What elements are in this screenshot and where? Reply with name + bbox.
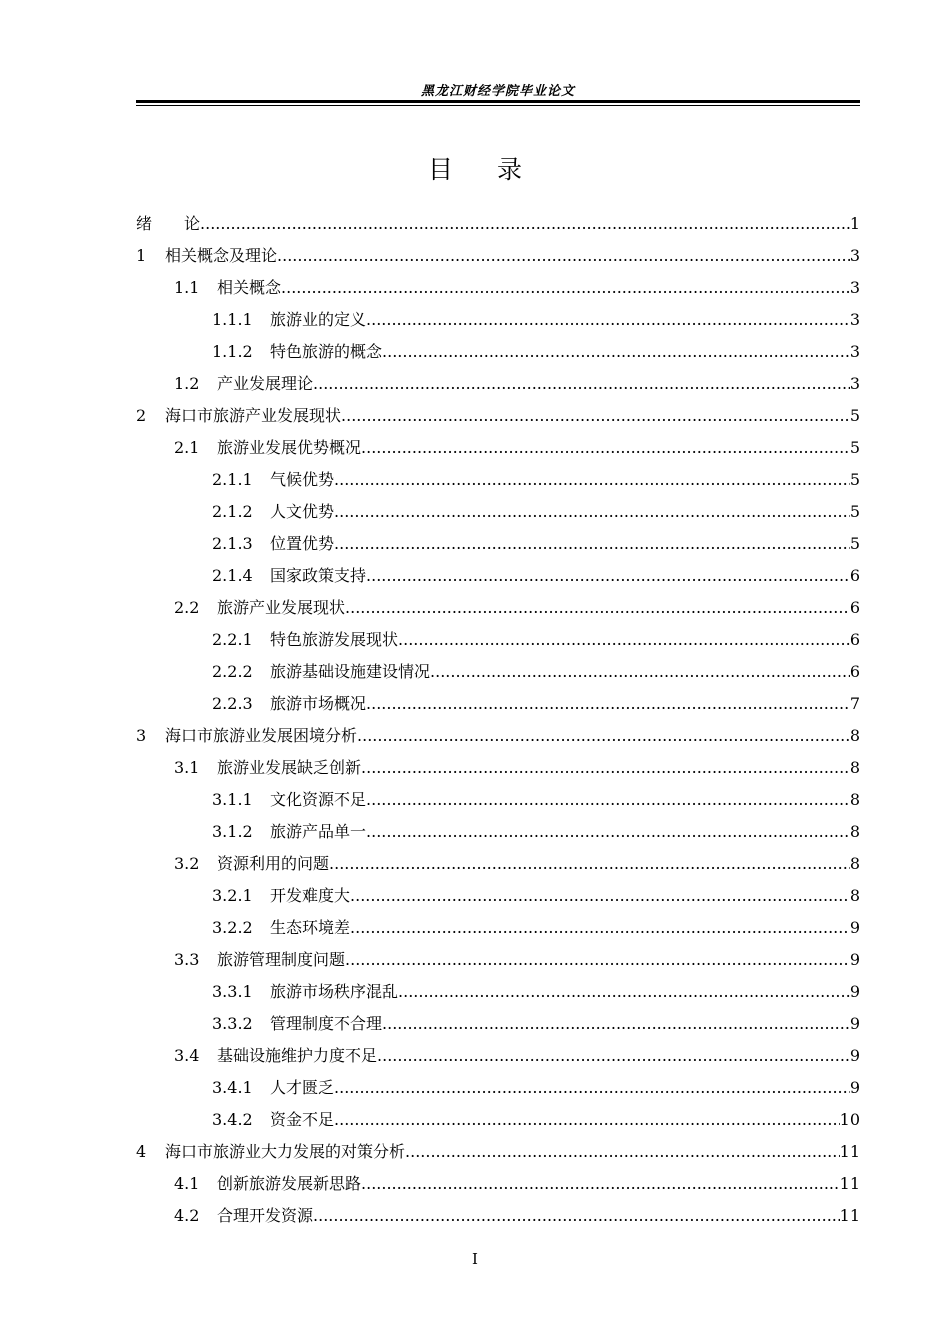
toc-entry-number: 2.2.3 xyxy=(212,694,253,713)
dot-leader xyxy=(334,528,850,560)
toc-entry-page: 8 xyxy=(849,758,860,777)
dot-leader xyxy=(334,496,850,528)
dot-leader xyxy=(405,1136,840,1168)
toc-entry[interactable] xyxy=(136,1200,860,1232)
dot-leader xyxy=(334,1104,840,1136)
toc-entry-page: 9 xyxy=(849,1078,860,1097)
toc-entry-page: 9 xyxy=(849,918,860,937)
toc-entry-label: 旅游业发展优势概况 xyxy=(217,438,362,457)
toc-entry-number: 3.1.1 xyxy=(212,790,253,809)
toc-entry-number: 2.1 xyxy=(174,438,200,457)
toc-entry-number: 2.1.3 xyxy=(212,534,253,553)
toc-entry-label: 旅游业的定义 xyxy=(270,310,367,329)
toc-entry-number: 4.1 xyxy=(174,1174,200,1193)
toc-entry[interactable] xyxy=(136,1072,860,1104)
toc-entry-number: 2.1.4 xyxy=(212,566,253,585)
toc-entry-number: 2 xyxy=(136,406,147,425)
toc-entry-page: 9 xyxy=(849,982,860,1001)
toc-entry-page: 5 xyxy=(849,470,860,489)
toc-entry-label: 生态环境差 xyxy=(270,918,351,937)
toc-entry[interactable] xyxy=(136,336,860,368)
toc-entry-page: 8 xyxy=(849,726,860,745)
toc-title-char: 录 xyxy=(497,155,523,184)
table-of-contents xyxy=(136,208,860,1232)
toc-entry-label: 特色旅游的概念 xyxy=(270,342,383,361)
toc-entry-number: 2.2 xyxy=(174,598,200,617)
dot-leader xyxy=(366,560,850,592)
toc-entry-number: 1.2 xyxy=(174,374,200,393)
toc-entry-number: 1.1.1 xyxy=(212,310,253,329)
dot-leader xyxy=(361,1168,840,1200)
toc-entry-number: 3.3.2 xyxy=(212,1014,253,1033)
toc-entry-label: 创新旅游发展新思路 xyxy=(217,1174,362,1193)
header-rule-thick xyxy=(136,100,860,103)
toc-entry-label: 人才匮乏 xyxy=(270,1078,335,1097)
toc-entry-page: 9 xyxy=(849,950,860,969)
dot-leader xyxy=(361,752,850,784)
toc-entry-page: 10 xyxy=(839,1110,860,1129)
toc-entry-label: 合理开发资源 xyxy=(217,1206,314,1225)
toc-entry-number: 2.1.2 xyxy=(212,502,253,521)
dot-leader xyxy=(313,368,850,400)
toc-entry[interactable] xyxy=(136,464,860,496)
dot-leader xyxy=(366,688,850,720)
toc-entry-page: 5 xyxy=(849,502,860,521)
toc-entry[interactable] xyxy=(136,784,860,816)
dot-leader xyxy=(345,944,850,976)
toc-entry-page: 8 xyxy=(849,822,860,841)
toc-entry[interactable] xyxy=(136,624,860,656)
page-number: I xyxy=(472,1250,478,1268)
toc-entry[interactable] xyxy=(136,752,860,784)
toc-entry-page: 6 xyxy=(849,566,860,585)
toc-entry-label: 气候优势 xyxy=(270,470,335,489)
toc-entry-number: 3.1.2 xyxy=(212,822,253,841)
dot-leader xyxy=(398,624,850,656)
toc-entry-number: 4 xyxy=(136,1142,147,1161)
toc-entry[interactable] xyxy=(136,880,860,912)
dot-leader xyxy=(345,592,850,624)
toc-entry[interactable] xyxy=(136,688,860,720)
toc-entry-label: 基础设施维护力度不足 xyxy=(217,1046,378,1065)
toc-entry-number: 3.3.1 xyxy=(212,982,253,1001)
toc-entry-number: 2.2.1 xyxy=(212,630,253,649)
toc-entry-label: 旅游市场概况 xyxy=(270,694,367,713)
header-rule-thin xyxy=(136,105,860,106)
toc-entry-number: 3.1 xyxy=(174,758,200,777)
toc-entry[interactable] xyxy=(136,1008,860,1040)
toc-entry-label: 资源利用的问题 xyxy=(217,854,330,873)
toc-entry-page: 11 xyxy=(839,1174,860,1193)
dot-leader xyxy=(357,720,850,752)
toc-entry[interactable] xyxy=(136,304,860,336)
toc-entry[interactable] xyxy=(136,240,860,272)
toc-entry-label: 绪 论 xyxy=(136,214,201,233)
toc-entry-page: 8 xyxy=(849,790,860,809)
dot-leader xyxy=(334,1072,850,1104)
toc-entry-number: 1 xyxy=(136,246,147,265)
dot-leader xyxy=(382,336,850,368)
dot-leader xyxy=(200,208,850,240)
toc-entry-page: 6 xyxy=(849,630,860,649)
toc-entry[interactable] xyxy=(136,592,860,624)
toc-entry-label: 产业发展理论 xyxy=(217,374,314,393)
dot-leader xyxy=(277,240,850,272)
toc-entry-page: 3 xyxy=(849,342,860,361)
dot-leader xyxy=(430,656,850,688)
toc-entry-page: 5 xyxy=(849,406,860,425)
toc-entry-page: 5 xyxy=(849,438,860,457)
toc-entry-label: 管理制度不合理 xyxy=(270,1014,383,1033)
toc-entry[interactable] xyxy=(136,400,860,432)
toc-entry-page: 8 xyxy=(849,886,860,905)
toc-entry-page: 11 xyxy=(839,1206,860,1225)
toc-entry[interactable] xyxy=(136,816,860,848)
toc-entry[interactable] xyxy=(136,720,860,752)
toc-entry-page: 3 xyxy=(849,278,860,297)
toc-entry-label: 人文优势 xyxy=(270,502,335,521)
toc-entry-label: 旅游基础设施建设情况 xyxy=(270,662,431,681)
toc-entry-number: 2.2.2 xyxy=(212,662,253,681)
toc-entry[interactable] xyxy=(136,272,860,304)
toc-entry-page: 1 xyxy=(849,214,860,233)
toc-entry[interactable] xyxy=(136,912,860,944)
dot-leader xyxy=(341,400,850,432)
toc-entry-label: 国家政策支持 xyxy=(270,566,367,585)
toc-entry-label: 相关概念及理论 xyxy=(165,246,278,265)
toc-entry-number: 1.1.2 xyxy=(212,342,253,361)
toc-entry[interactable] xyxy=(136,976,860,1008)
toc-entry-label: 文化资源不足 xyxy=(270,790,367,809)
toc-entry-page: 11 xyxy=(839,1142,860,1161)
toc-entry-page: 9 xyxy=(849,1014,860,1033)
toc-entry-page: 6 xyxy=(849,662,860,681)
toc-entry[interactable] xyxy=(136,1136,860,1168)
toc-entry-number: 4.2 xyxy=(174,1206,200,1225)
toc-entry-number: 3.2 xyxy=(174,854,200,873)
toc-entry-label: 海口市旅游产业发展现状 xyxy=(165,406,342,425)
dot-leader xyxy=(366,816,850,848)
running-header: 黑龙江财经学院毕业论文 xyxy=(420,84,575,99)
dot-leader xyxy=(377,1040,850,1072)
toc-entry-number: 3.4 xyxy=(174,1046,200,1065)
toc-entry-page: 9 xyxy=(849,1046,860,1065)
dot-leader xyxy=(313,1200,840,1232)
dot-leader xyxy=(382,1008,850,1040)
toc-entry-number: 3.4.2 xyxy=(212,1110,253,1129)
toc-title xyxy=(0,150,950,186)
toc-entry[interactable] xyxy=(136,528,860,560)
toc-entry[interactable] xyxy=(136,656,860,688)
toc-entry-number: 3.4.1 xyxy=(212,1078,253,1097)
toc-entry-label: 海口市旅游业发展困境分析 xyxy=(165,726,358,745)
toc-entry[interactable] xyxy=(136,432,860,464)
toc-entry-page: 6 xyxy=(849,598,860,617)
toc-entry-label: 旅游市场秩序混乱 xyxy=(270,982,399,1001)
dot-leader xyxy=(366,784,850,816)
toc-entry-page: 3 xyxy=(849,246,860,265)
toc-entry-label: 相关概念 xyxy=(217,278,282,297)
dot-leader xyxy=(350,880,850,912)
toc-entry-page: 5 xyxy=(849,534,860,553)
toc-entry[interactable] xyxy=(136,1168,860,1200)
toc-entry-number: 3.2.1 xyxy=(212,886,253,905)
dot-leader xyxy=(329,848,850,880)
dot-leader xyxy=(350,912,850,944)
dot-leader xyxy=(334,464,850,496)
dot-leader xyxy=(281,272,850,304)
toc-title-char: 目 xyxy=(427,155,453,184)
toc-entry-number: 2.1.1 xyxy=(212,470,253,489)
toc-entry-page: 7 xyxy=(849,694,860,713)
toc-entry-label: 旅游管理制度问题 xyxy=(217,950,346,969)
toc-entry-page: 3 xyxy=(849,374,860,393)
toc-entry-label: 位置优势 xyxy=(270,534,335,553)
toc-entry-page: 8 xyxy=(849,854,860,873)
toc-entry-number: 3 xyxy=(136,726,147,745)
toc-entry[interactable] xyxy=(136,560,860,592)
toc-entry[interactable] xyxy=(136,944,860,976)
toc-entry[interactable] xyxy=(136,496,860,528)
toc-entry[interactable] xyxy=(136,1040,860,1072)
toc-entry[interactable] xyxy=(136,368,860,400)
dot-leader xyxy=(398,976,850,1008)
dot-leader xyxy=(366,304,850,336)
toc-entry-label: 资金不足 xyxy=(270,1110,335,1129)
toc-entry-number: 1.1 xyxy=(174,278,200,297)
toc-entry[interactable] xyxy=(136,848,860,880)
toc-entry-label: 开发难度大 xyxy=(270,886,351,905)
toc-entry-number: 3.2.2 xyxy=(212,918,253,937)
toc-entry[interactable] xyxy=(136,1104,860,1136)
toc-entry-label: 海口市旅游业大力发展的对策分析 xyxy=(165,1142,406,1161)
dot-leader xyxy=(361,432,850,464)
toc-entry-label: 旅游产业发展现状 xyxy=(217,598,346,617)
toc-entry-label: 特色旅游发展现状 xyxy=(270,630,399,649)
toc-entry-number: 3.3 xyxy=(174,950,200,969)
toc-entry[interactable] xyxy=(136,208,860,240)
toc-entry-page: 3 xyxy=(849,310,860,329)
toc-entry-label: 旅游产品单一 xyxy=(270,822,367,841)
toc-entry-label: 旅游业发展缺乏创新 xyxy=(217,758,362,777)
